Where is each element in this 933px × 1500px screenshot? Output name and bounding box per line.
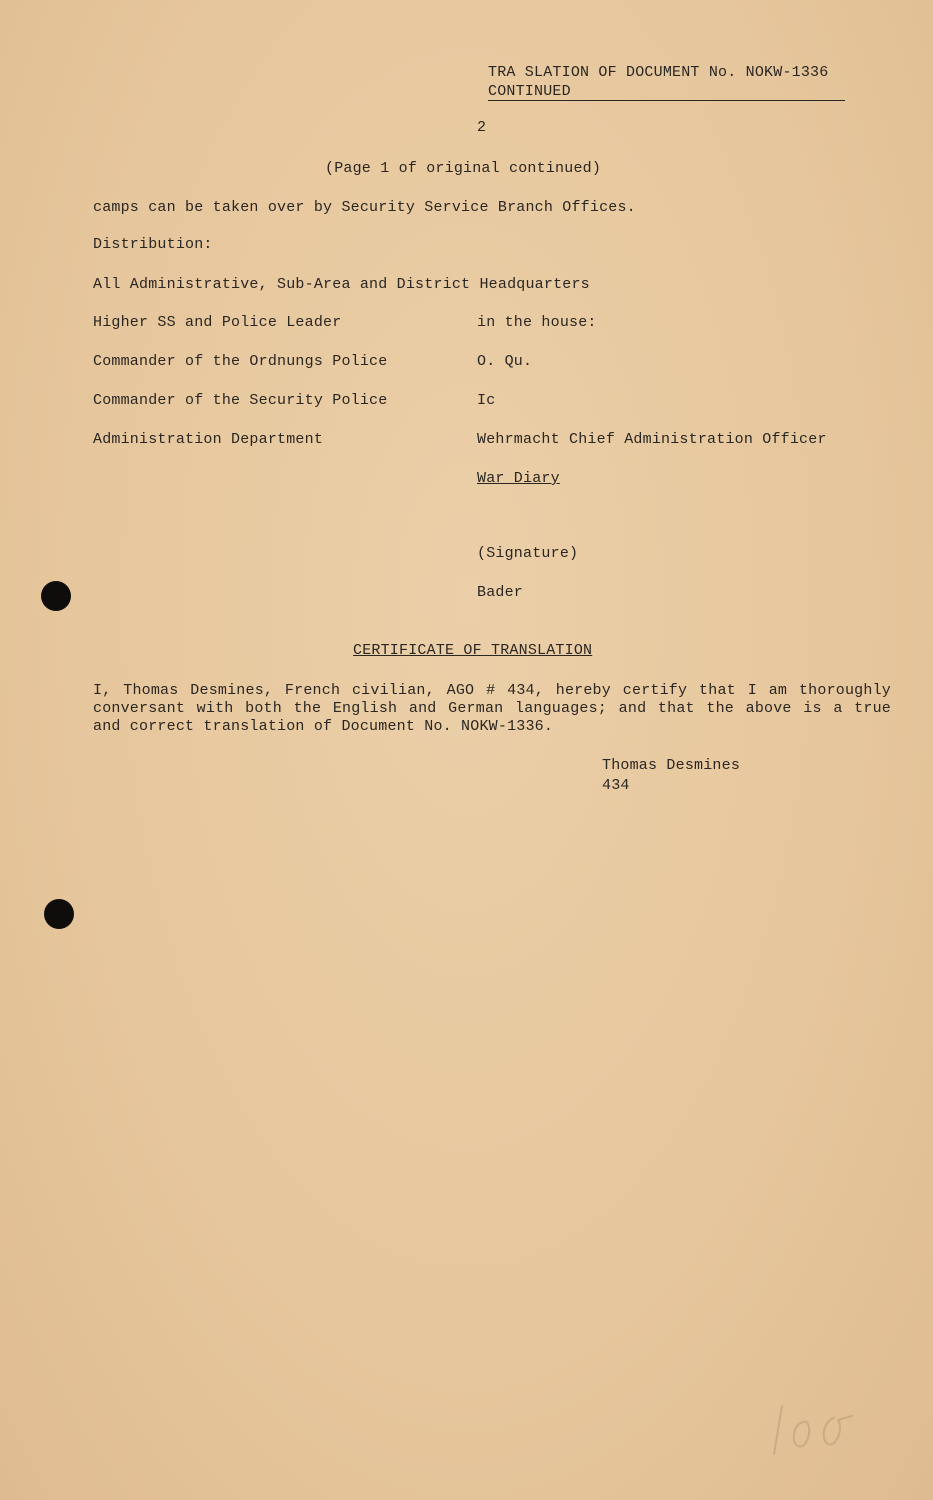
- certificate-text: I, Thomas Desmines, French civilian, AGO # 434, hereby certify that I am thoroughly conversant with both the English and German languages; and that the above is a true and correct translation of Document No. NOKW-1336.: [93, 682, 891, 735]
- page-note: (Page 1 of original continued): [325, 160, 602, 177]
- distribution-left-item: Commander of the Ordnungs Police: [93, 353, 388, 370]
- distribution-right-item: War Diary: [477, 470, 560, 487]
- signature-label: (Signature): [477, 545, 579, 562]
- distribution-left-item: Higher SS and Police Leader: [93, 314, 342, 331]
- punch-hole: [41, 581, 71, 611]
- document-subtitle: CONTINUED: [488, 83, 571, 100]
- page-number: 2: [477, 119, 487, 136]
- distribution-left-item: Administration Department: [93, 431, 324, 448]
- distribution-right-item: in the house:: [477, 314, 597, 331]
- translator-number: 434: [602, 777, 630, 794]
- distribution-right-item: Ic: [477, 392, 496, 409]
- distribution-all: All Administrative, Sub-Area and District Headquarters: [93, 276, 590, 293]
- translator-name: Thomas Desmines: [602, 757, 741, 774]
- distribution-label: Distribution:: [93, 236, 213, 253]
- handwritten-mark-icon: [768, 1398, 858, 1458]
- signature-name: Bader: [477, 584, 524, 601]
- header-rule: [488, 100, 845, 101]
- distribution-right-item: Wehrmacht Chief Administration Officer: [477, 431, 827, 448]
- document-title: TRA SLATION OF DOCUMENT No. NOKW-1336: [488, 64, 829, 81]
- intro-line: camps can be taken over by Security Service Branch Offices.: [93, 199, 636, 216]
- distribution-left-item: Commander of the Security Police: [93, 392, 388, 409]
- punch-hole: [44, 899, 74, 929]
- distribution-right-item: O. Qu.: [477, 353, 533, 370]
- certificate-title: CERTIFICATE OF TRANSLATION: [353, 642, 593, 659]
